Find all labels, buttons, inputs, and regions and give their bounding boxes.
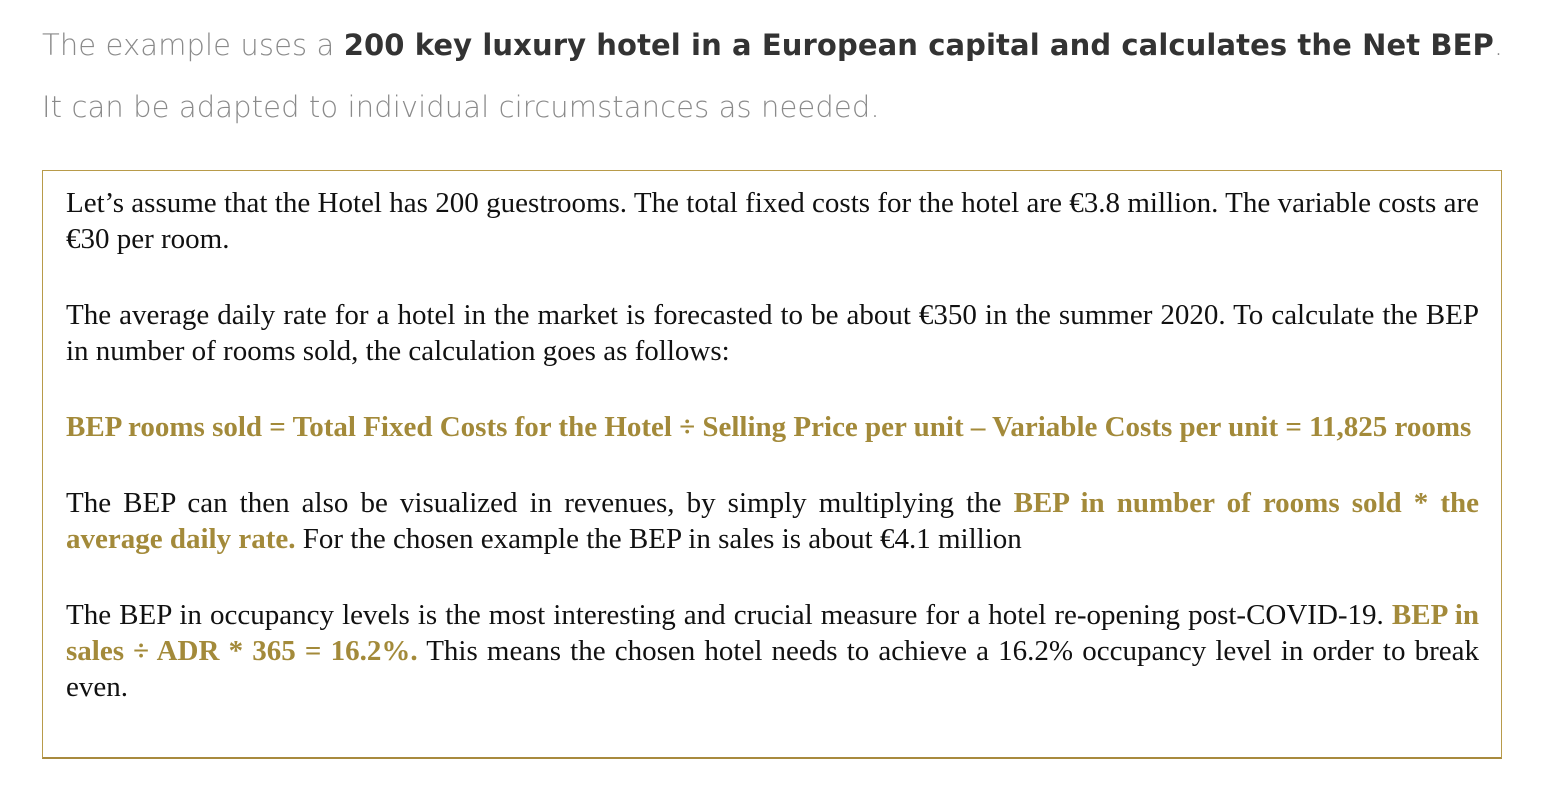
intro-bold: 200 key luxury hotel in a European capital and calculates the Net BEP: [343, 28, 1494, 62]
bep-formula: BEP rooms sold = Total Fixed Costs for the Hotel ÷ Selling Price per unit – Variable Costs per unit = 11,825 rooms: [66, 411, 1472, 443]
revenue-paragraph: [66, 485, 1479, 557]
assumption-paragraph: Let’s assume that the Hotel has 200 guestrooms. The total fixed costs for the hotel are €3.8 million. The variable costs are €30 per room.: [66, 187, 1479, 255]
adr-paragraph: The average daily rate for a hotel in the market is forecasted to be about €350 in the summer 2020. To calculate the BEP in number of rooms sold, the calculation goes as follows:: [66, 299, 1479, 367]
intro-lead: The example uses a: [42, 28, 344, 62]
occupancy-tail: This means the chosen hotel needs to achieve a 16.2% occupancy level in order to break even.: [66, 635, 1480, 703]
occupancy-lead: The BEP in occupancy levels is the most interesting and crucial measure for a hotel re-opening post-COVID-19.: [66, 599, 1392, 631]
intro-tail: . It can be adapted to individual circumstances as needed.: [42, 28, 1504, 124]
revenue-tail: For the chosen example the BEP in sales is about €4.1 million: [295, 523, 1022, 555]
revenue-highlight: BEP in number of rooms sold * the average daily rate.: [66, 487, 1479, 555]
intro-paragraph: [42, 14, 1522, 138]
occupancy-highlight: BEP in sales ÷ ADR * 365 = 16.2%.: [66, 599, 1479, 667]
revenue-lead: The BEP can then also be visualized in revenues, by simply multiplying the: [66, 487, 1014, 519]
example-box: [42, 170, 1502, 759]
occupancy-paragraph: [66, 597, 1479, 705]
